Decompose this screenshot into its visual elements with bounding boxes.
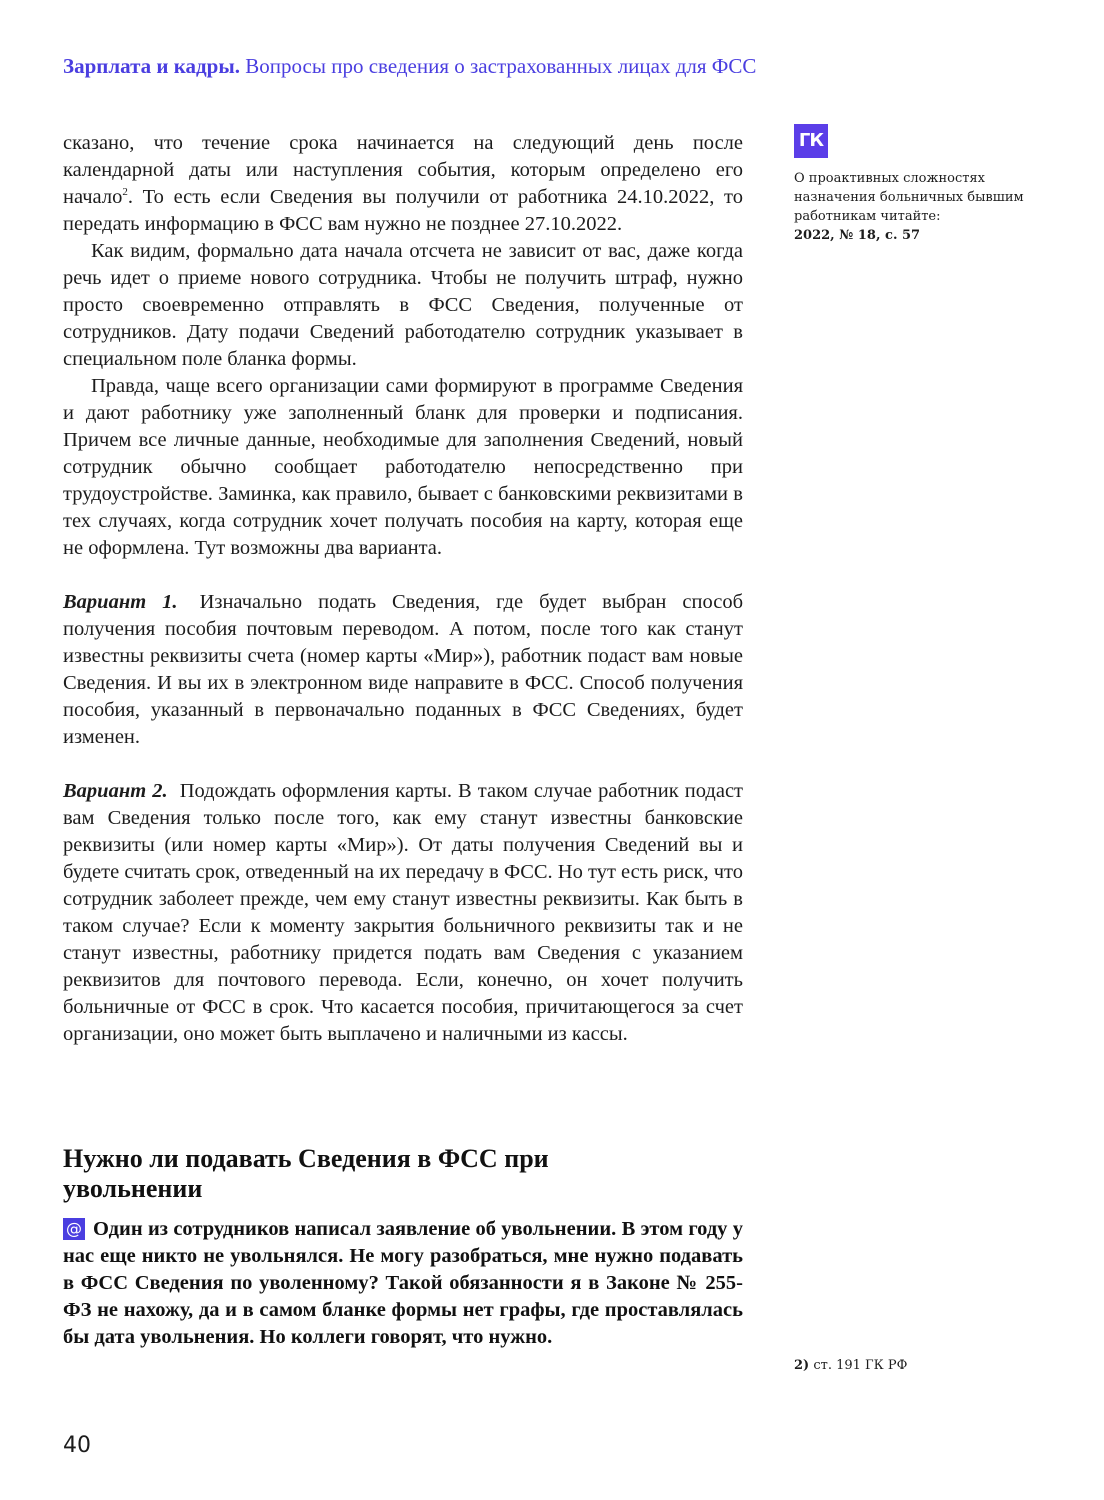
paragraph-2: Как видим, формально дата начала отсчета не зависит от вас, даже когда речь идет о приеме нового сотрудника. Чтобы не получить штраф, нужно просто своевременно отправлять в ФСС Сведения, полученные от сотрудников. Дату подачи Сведений работодателю сотрудник указывает в специальном поле бланка формы.: [63, 240, 743, 370]
gk-logo-icon: ГК: [794, 124, 828, 158]
page-number: 40: [63, 1433, 91, 1458]
paragraph-3: Правда, чаще всего организации сами формируют в программе Сведения и дают работнику уже заполненный бланк для проверки и подписания. Причем все личные данные, необходимые для заполнения Сведений, новый сотрудник обычно сообщает работодателю непосредственно при трудоустройстве. Заминка, как правило, бывает с банковскими реквизитами в тех случаях, когда сотрудник хочет получать пособия на карту, которая еще не оформлена. Тут возможны два варианта.: [63, 375, 743, 559]
footnote-ref[interactable]: 2: [122, 186, 128, 199]
header-section: Зарплата и кадры.: [63, 54, 241, 78]
variant-label: Вариант 2.: [63, 780, 168, 802]
at-icon: @: [63, 1218, 85, 1240]
section-heading: Нужно ли подавать Сведения в ФСС при увольнении: [63, 1144, 549, 1203]
reader-question: [63, 1216, 743, 1351]
question-text: Один из сотрудников написал заявление об увольнении. В этом году у нас еще никто не увольнялся. Не могу разобраться, мне нужно подавать в ФСС Сведения по уволенному? Такой обязанности я в Законе № 255-ФЗ не нахожу, да и в самом бланке формы нет графы, где проставлялась бы дата увольнения. Но коллеги говорят, что нужно.: [63, 1218, 743, 1348]
footnote: [794, 1358, 907, 1373]
variant-2: Вариант 2. Подождать оформления карты. В таком случае работник подаст вам Сведения только после того, как ему станут известны банковские реквизиты (или номер карты «Мир»). От даты получения Сведений вы и будете считать срок, отведенный на их передачу в ФСС. Но тут есть риск, что сотрудник заболеет прежде, чем ему станут известны реквизиты. Как быть в таком случае? Если к моменту закрытия больничного реквизиты так и не станут известны, работнику придется подать вам Сведения с указанием реквизитов для почтового перевода. Если, конечно, он хочет получить больничные от ФСС в срок. Что касается пособия, причитающегося за счет организации, оно может быть выплачено и наличными из кассы.: [63, 780, 744, 1045]
footnote-text: ст. 191 ГК РФ: [813, 1358, 908, 1373]
main-text: [63, 130, 743, 1048]
variant-1: Вариант 1. Изначально подать Сведения, где будет выбран способ получения пособия почтовым переводом. А потом, после того как станут известны реквизиты счета (номер карты «Мир»), работник подаст вам новые Сведения. И вы их в электронном виде направите в ФСС. Способ получения пособия, указанный в первоначально поданных в ФСС Сведениях, будет изменен.: [63, 591, 744, 748]
sidebar-text: О проактивных сложностях назначения больничных бывшим работникам читайте:: [794, 171, 1024, 224]
running-header: [63, 54, 756, 79]
sidebar-note: [794, 124, 1034, 245]
variant-label: Вариант 1.: [63, 591, 178, 613]
paragraph-1: сказано, что течение срока начинается на следующий день после календарной даты или наступления события, которым определено его начало$^2$. То есть если Сведения вы получили от работника 24.10.2022, то передать информацию в ФСС вам нужно не позднее 27.10.2022.: [63, 132, 743, 235]
header-title: Вопросы про сведения о застрахованных лицах для ФСС: [245, 54, 757, 78]
sidebar-reference[interactable]: 2022, № 18, с. 57: [794, 228, 921, 243]
footnote-number: 2): [794, 1358, 810, 1373]
